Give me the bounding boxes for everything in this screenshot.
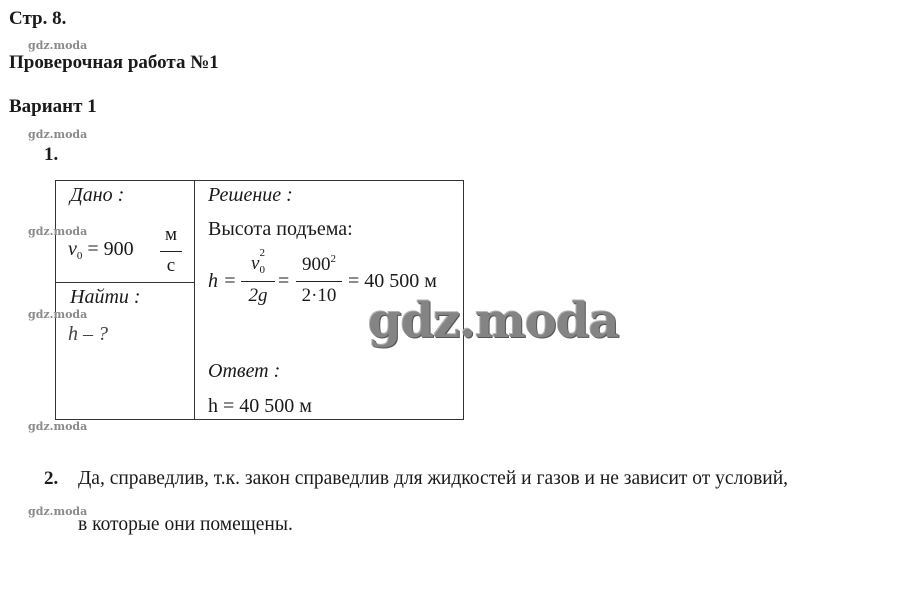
formula-f2-bar	[296, 281, 342, 282]
formula-f2-denominator: 2·10	[301, 285, 337, 306]
find-label: Найти :	[70, 286, 141, 308]
solution-label: Решение :	[208, 184, 293, 206]
find-expression: h – ?	[68, 323, 108, 345]
work-title: Проверочная работа №1	[9, 52, 219, 73]
formula-eq: =	[278, 270, 290, 292]
watermark-small: gdz.moda	[28, 39, 88, 52]
unit-denominator: с	[166, 255, 176, 276]
formula-f1-denominator: 2g	[248, 285, 268, 306]
watermark-small: gdz.moda	[28, 128, 88, 141]
given-value: $v_0 = 900$	[68, 238, 134, 262]
formula-h: h =	[208, 270, 237, 292]
page-number: Стр. 8.	[9, 8, 67, 29]
formula-f2-numerator: $900^2$	[302, 253, 336, 275]
answer-value: h = 40 500 м	[208, 395, 312, 417]
height-text: Высота подъема:	[208, 218, 353, 240]
given-label: Дано :	[70, 184, 125, 206]
watermark-small: gdz.moda	[28, 308, 88, 321]
task2-line2: в которые они помещены.	[78, 514, 293, 535]
task2-line1: Да, справедлив, т.к. закон справедлив для жидкостей и газов и не зависит от условий,	[78, 468, 789, 489]
watermark-big: gdz.moda	[368, 293, 619, 349]
task2-number: 2.	[44, 468, 59, 489]
answer-label: Ответ :	[208, 360, 281, 382]
watermark-small: gdz.moda	[28, 225, 88, 238]
formula-f1-bar	[241, 281, 275, 282]
formula-result: = 40 500 м	[348, 270, 437, 292]
unit-numerator: м	[164, 224, 178, 245]
formula-f1-numerator: v 2 $_0$	[251, 247, 265, 276]
task1-number: 1.	[44, 144, 59, 165]
watermark-small: gdz.moda	[28, 505, 88, 518]
variant-title: Вариант 1	[9, 96, 97, 117]
unit-fraction-bar	[160, 251, 182, 252]
watermark-small: gdz.moda	[28, 420, 88, 433]
